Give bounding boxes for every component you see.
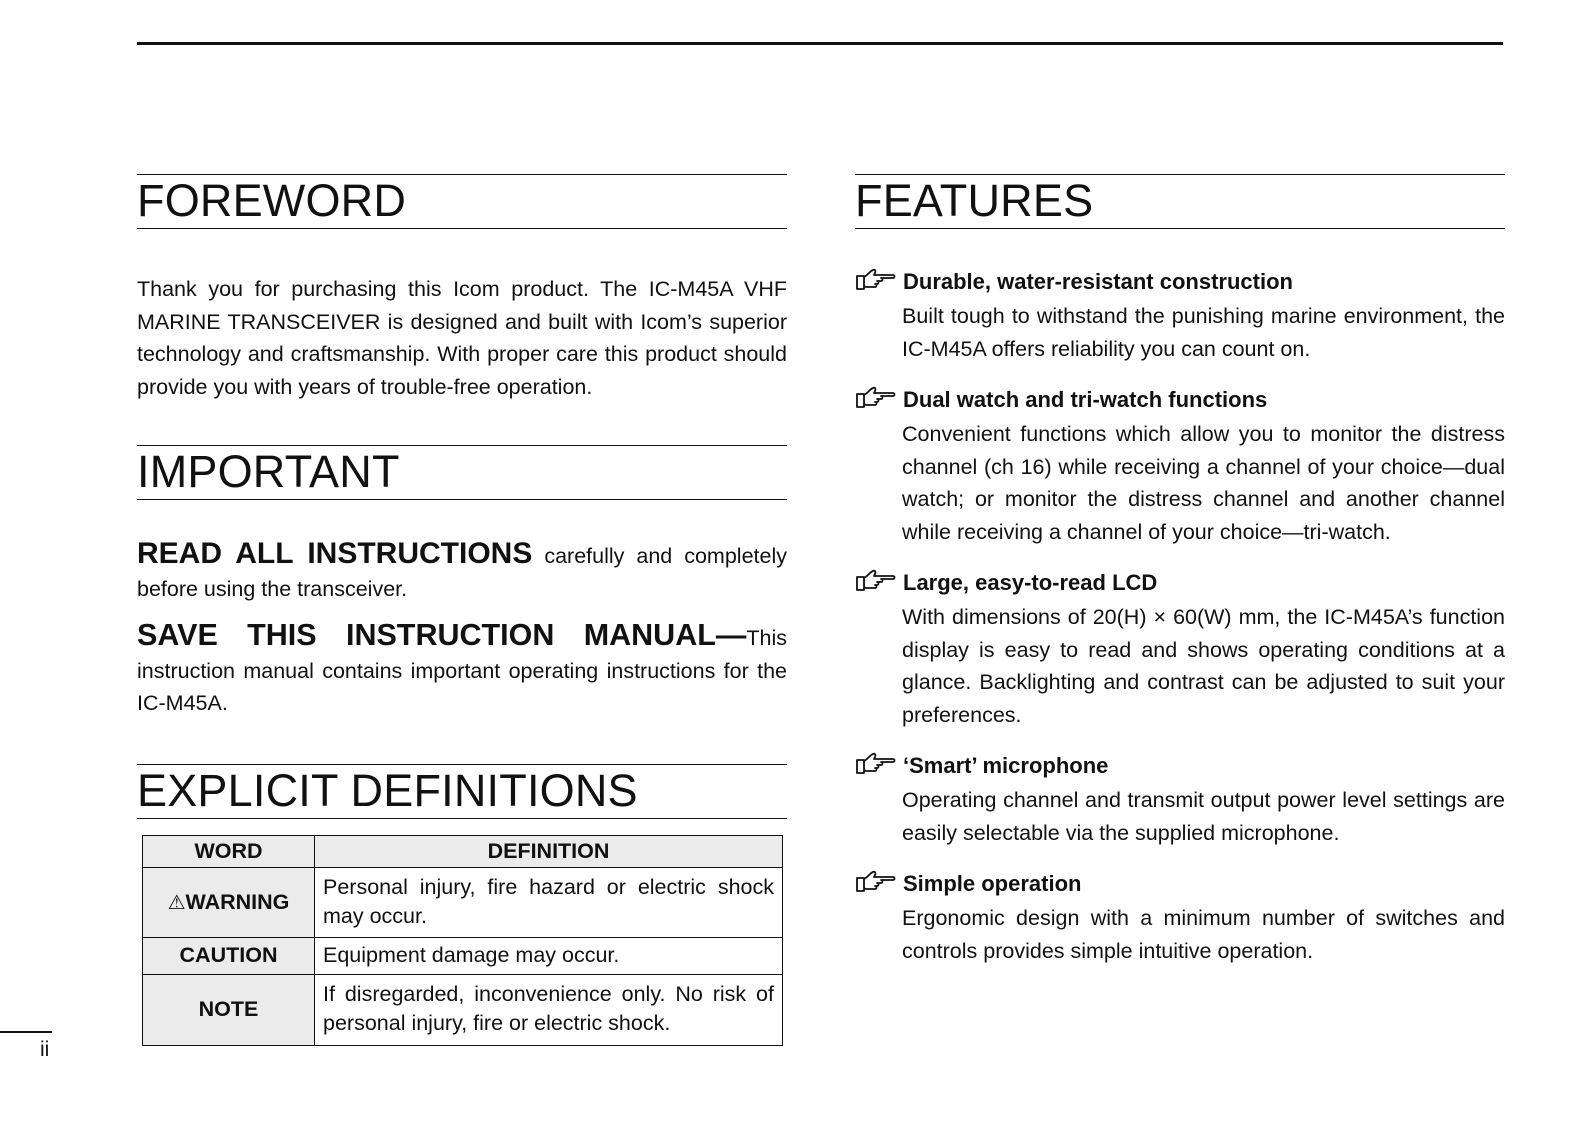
pointing-hand-icon (855, 869, 897, 895)
list-item (855, 269, 1505, 365)
important-title: IMPORTANT (137, 445, 787, 500)
list-item (855, 871, 1505, 967)
feature-body: Built tough to withstand the punishing marine environment, the IC-M45A offers reliability you can count on. (902, 304, 1505, 361)
foreword-body: Thank you for purchasing this Icom product. The IC-M45A VHF MARINE TRANSCEIVER is designed and built with Icom’s superior technology and craftsmanship. With proper care this product should provide you with years of trouble-free operation. (137, 277, 787, 399)
header-definition: DEFINITION (315, 835, 783, 867)
page-number: ii (40, 1038, 50, 1061)
feature-body: Convenient functions which allow you to monitor the distress channel (ch 16) while receiving a channel of your choice—dual watch; or monitor the distress channel and another channel while receiving a channel of your choice—tri-watch. (902, 422, 1505, 544)
pointing-hand-icon (855, 751, 897, 777)
list-item (855, 570, 1505, 731)
list-item (855, 387, 1505, 548)
feature-body: Operating channel and transmit output power level settings are easily selectable via the supplied microphone. (902, 788, 1505, 845)
features-list (855, 269, 1505, 967)
feature-title: Durable, water-resistant construction (903, 269, 1293, 294)
word-note: NOTE (143, 974, 315, 1045)
important-section (137, 445, 787, 720)
header-word: WORD (143, 835, 315, 867)
save-manual-lead: SAVE THIS INSTRUCTION MANUAL— (137, 618, 747, 652)
features-title: FEATURES (855, 174, 1505, 229)
pointing-hand-icon (855, 385, 897, 411)
left-column (137, 174, 787, 1046)
feature-body: With dimensions of 20(H) × 60(W) mm, the IC-M45A’s function display is easy to read and shows operating conditions at a glance. Backlighting and contrast can be adjusted to suit your preferences. (902, 605, 1505, 727)
table-row (143, 867, 783, 937)
definition-caution: Equipment damage may occur. (315, 937, 783, 974)
table-row (143, 937, 783, 974)
important-paragraph-save (137, 619, 787, 720)
feature-body: Ergonomic design with a minimum number of switches and controls provides simple intuitive operation. (902, 906, 1505, 963)
page-number-rule (0, 1031, 52, 1033)
save-manual-text: This instruction manual contains important operating instructions for the IC-M45A. (137, 626, 787, 715)
top-rule (137, 42, 1503, 45)
pointing-hand-icon (855, 568, 897, 594)
right-column (855, 174, 1505, 989)
definitions-table (142, 835, 783, 1046)
read-all-instructions-text: carefully and completely before using the transceiver. (137, 544, 787, 601)
foreword-title: FOREWORD (137, 174, 787, 229)
table-row (143, 974, 783, 1045)
explicit-definitions-title: EXPLICIT DEFINITIONS (137, 764, 787, 819)
read-all-instructions-lead: READ ALL INSTRUCTIONS (137, 537, 533, 570)
list-item (855, 753, 1505, 849)
feature-title: Simple operation (903, 871, 1082, 896)
explicit-definitions-section (137, 764, 787, 1046)
definition-warning: Personal injury, fire hazard or electric shock may occur. (315, 867, 783, 937)
word-caution: CAUTION (143, 937, 315, 974)
feature-title: ‘Smart’ microphone (903, 753, 1109, 778)
warning-triangle-icon: ⚠ (167, 891, 186, 914)
definition-note: If disregarded, inconvenience only. No risk of personal injury, fire or electric shock. (315, 974, 783, 1045)
pointing-hand-icon (855, 267, 897, 293)
important-paragraph-read (137, 538, 787, 605)
table-header-row (143, 835, 783, 867)
feature-title: Large, easy-to-read LCD (903, 570, 1158, 595)
feature-title: Dual watch and tri-watch functions (903, 387, 1268, 412)
word-warning: ⚠WARNING (143, 867, 315, 937)
foreword-section (137, 174, 787, 403)
